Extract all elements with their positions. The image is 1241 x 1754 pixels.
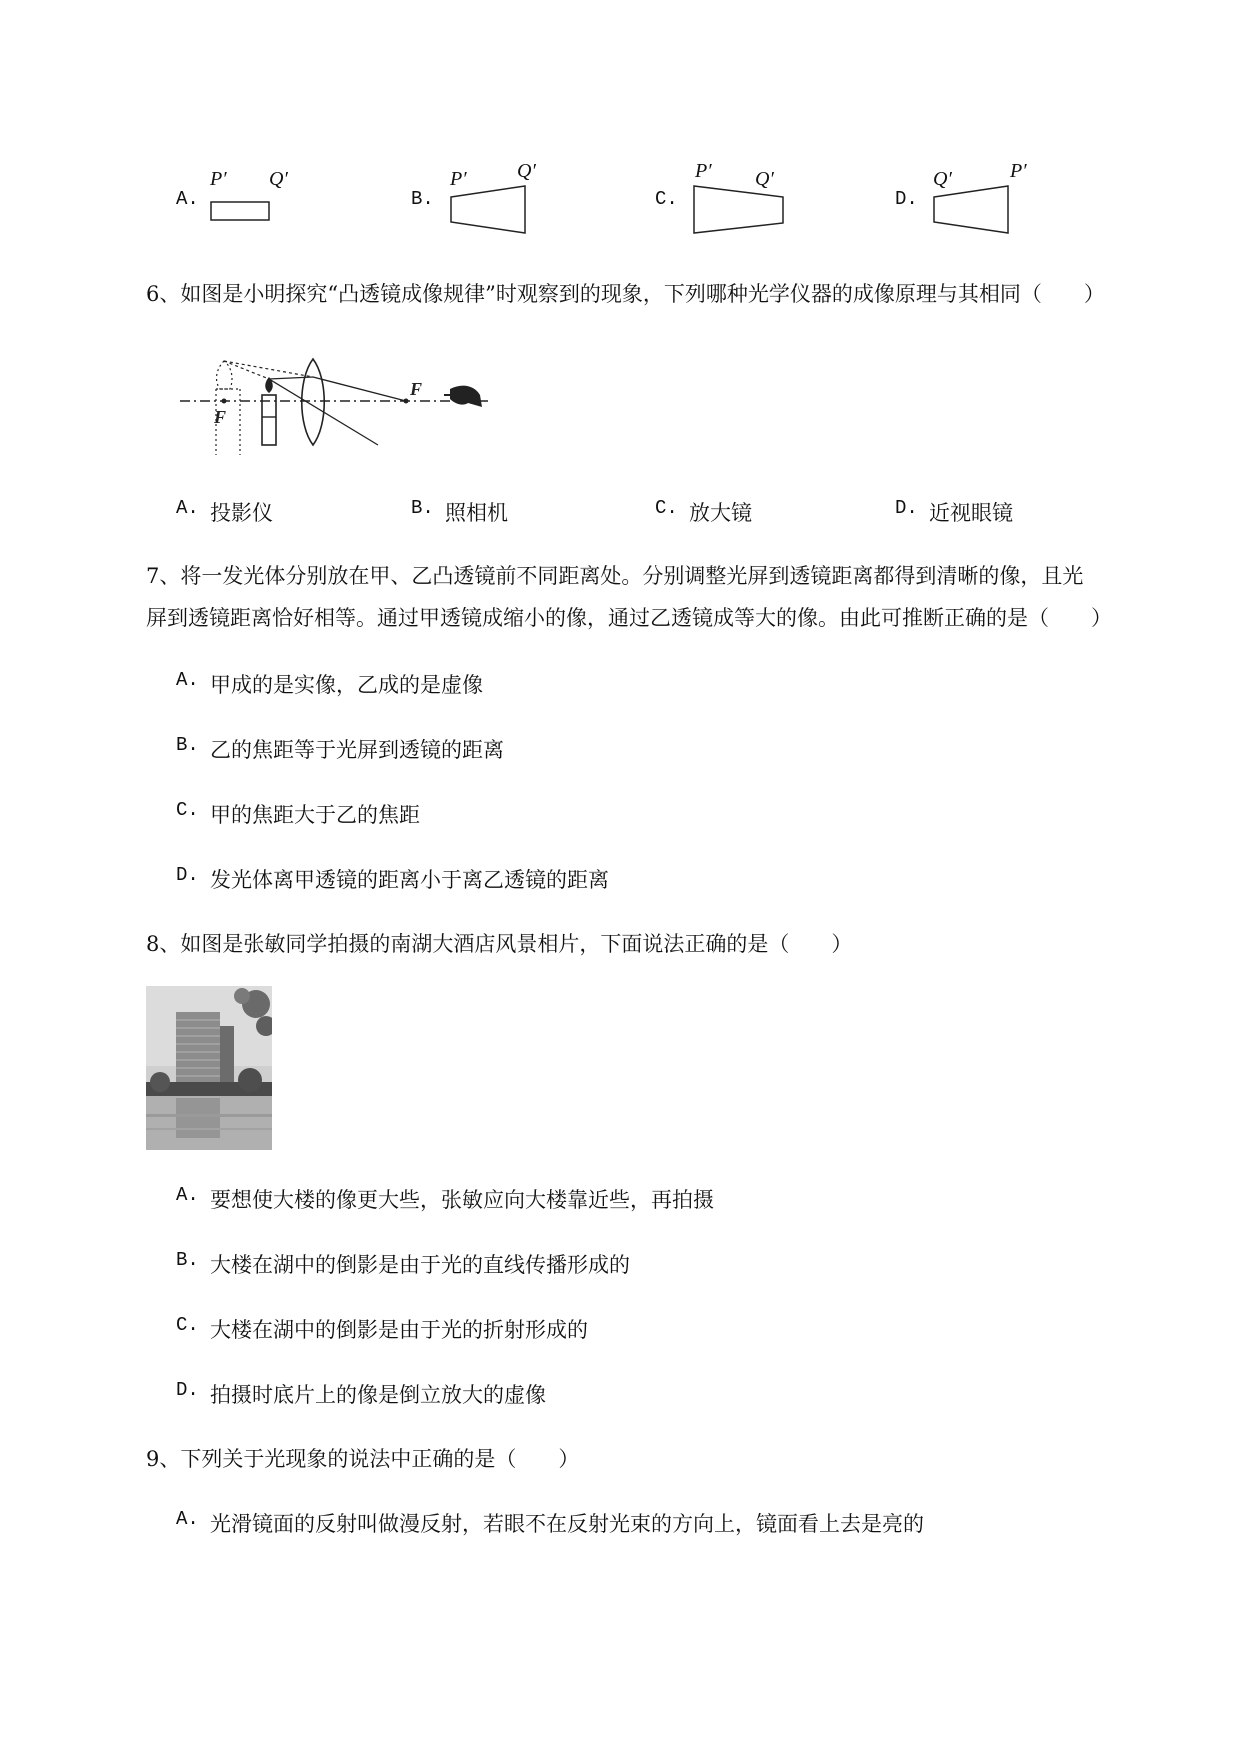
q6-option-c-label: C.	[655, 497, 678, 519]
q8-option-c-text: 大楼在湖中的倒影是由于光的折射形成的	[210, 1318, 588, 1342]
q5-option-c-label: C.	[655, 188, 678, 210]
q5-option-d-label: D.	[895, 188, 918, 210]
q6-option-d-text: 近视眼镜	[929, 501, 1013, 525]
q8-option-b-text: 大楼在湖中的倒影是由于光的直线传播形成的	[210, 1253, 630, 1277]
q6-focal-left-label: F	[214, 407, 227, 427]
q9-option-a-text: 光滑镜面的反射叫做漫反射，若眼不在反射光束的方向上，镜面看上去是亮的	[210, 1512, 924, 1536]
q8-option-b-label: B.	[176, 1249, 199, 1271]
q7-stem-line-1: 7、将一发光体分别放在甲、乙凸透镜前不同距离处。分别调整光屏到透镜距离都得到清晰的像，且光	[146, 564, 1084, 588]
q5-option-c-q-label: Q′	[755, 168, 774, 190]
q7-option-b-label: B.	[176, 734, 199, 756]
q6-stem: 6、如图是小明探究“凸透镜成像规律”时观察到的现象，下列哪种光学仪器的成像原理与其相同（ ）	[146, 282, 1105, 306]
q8-option-d-label: D.	[176, 1379, 199, 1401]
q7-stem-line-2: 屏到透镜距离恰好相等。通过甲透镜成缩小的像，通过乙透镜成等大的像。由此可推断正确的是（ ）	[146, 606, 1112, 630]
q7-option-d-label: D.	[176, 864, 199, 886]
q5-option-a-label: A.	[176, 188, 199, 210]
q5-option-b-p-label: P′	[450, 168, 467, 190]
q5-option-a-figure	[205, 196, 275, 226]
q8-option-c-label: C.	[176, 1314, 199, 1336]
q6-lens-diagram	[178, 355, 498, 457]
q7-option-a-text: 甲成的是实像，乙成的是虚像	[210, 673, 483, 697]
q5-option-d-p-label: Q′	[933, 168, 952, 190]
q6-option-a-text: 投影仪	[210, 501, 273, 525]
q5-option-c-figure	[688, 180, 788, 240]
q5-option-b-q-label: Q′	[517, 160, 536, 182]
q7-option-c-text: 甲的焦距大于乙的焦距	[210, 803, 420, 827]
q7-option-d-text: 发光体离甲透镜的距离小于离乙透镜的距离	[210, 868, 609, 892]
q9-stem: 9、下列关于光现象的说法中正确的是（ ）	[146, 1447, 580, 1471]
q6-option-b-text: 照相机	[445, 501, 508, 525]
q5-option-b-figure	[445, 180, 530, 240]
q7-option-c-label: C.	[176, 799, 199, 821]
q8-option-a-text: 要想使大楼的像更大些，张敏应向大楼靠近些，再拍摄	[210, 1188, 714, 1212]
q6-option-b-label: B.	[411, 497, 434, 519]
q8-option-d-text: 拍摄时底片上的像是倒立放大的虚像	[210, 1383, 546, 1407]
q5-option-d-q-label: P′	[1010, 160, 1027, 182]
q5-option-b-label: B.	[411, 188, 434, 210]
q6-option-c-text: 放大镜	[689, 501, 752, 525]
q9-option-a-label: A.	[176, 1508, 199, 1530]
q5-option-c-p-label: P′	[695, 160, 712, 182]
q8-option-a-label: A.	[176, 1184, 199, 1206]
q8-hotel-photo	[146, 986, 272, 1150]
q7-option-a-label: A.	[176, 669, 199, 691]
q8-stem: 8、如图是张敏同学拍摄的南湖大酒店风景相片，下面说法正确的是（ ）	[146, 932, 853, 956]
q6-option-d-label: D.	[895, 497, 918, 519]
q5-option-a-q-label: Q′	[269, 168, 288, 190]
q6-option-a-label: A.	[176, 497, 199, 519]
q5-option-d-figure	[928, 180, 1013, 240]
q6-focal-right-label: F	[410, 379, 423, 399]
q5-option-a-p-label: P′	[210, 168, 227, 190]
q7-option-b-text: 乙的焦距等于光屏到透镜的距离	[210, 738, 504, 762]
